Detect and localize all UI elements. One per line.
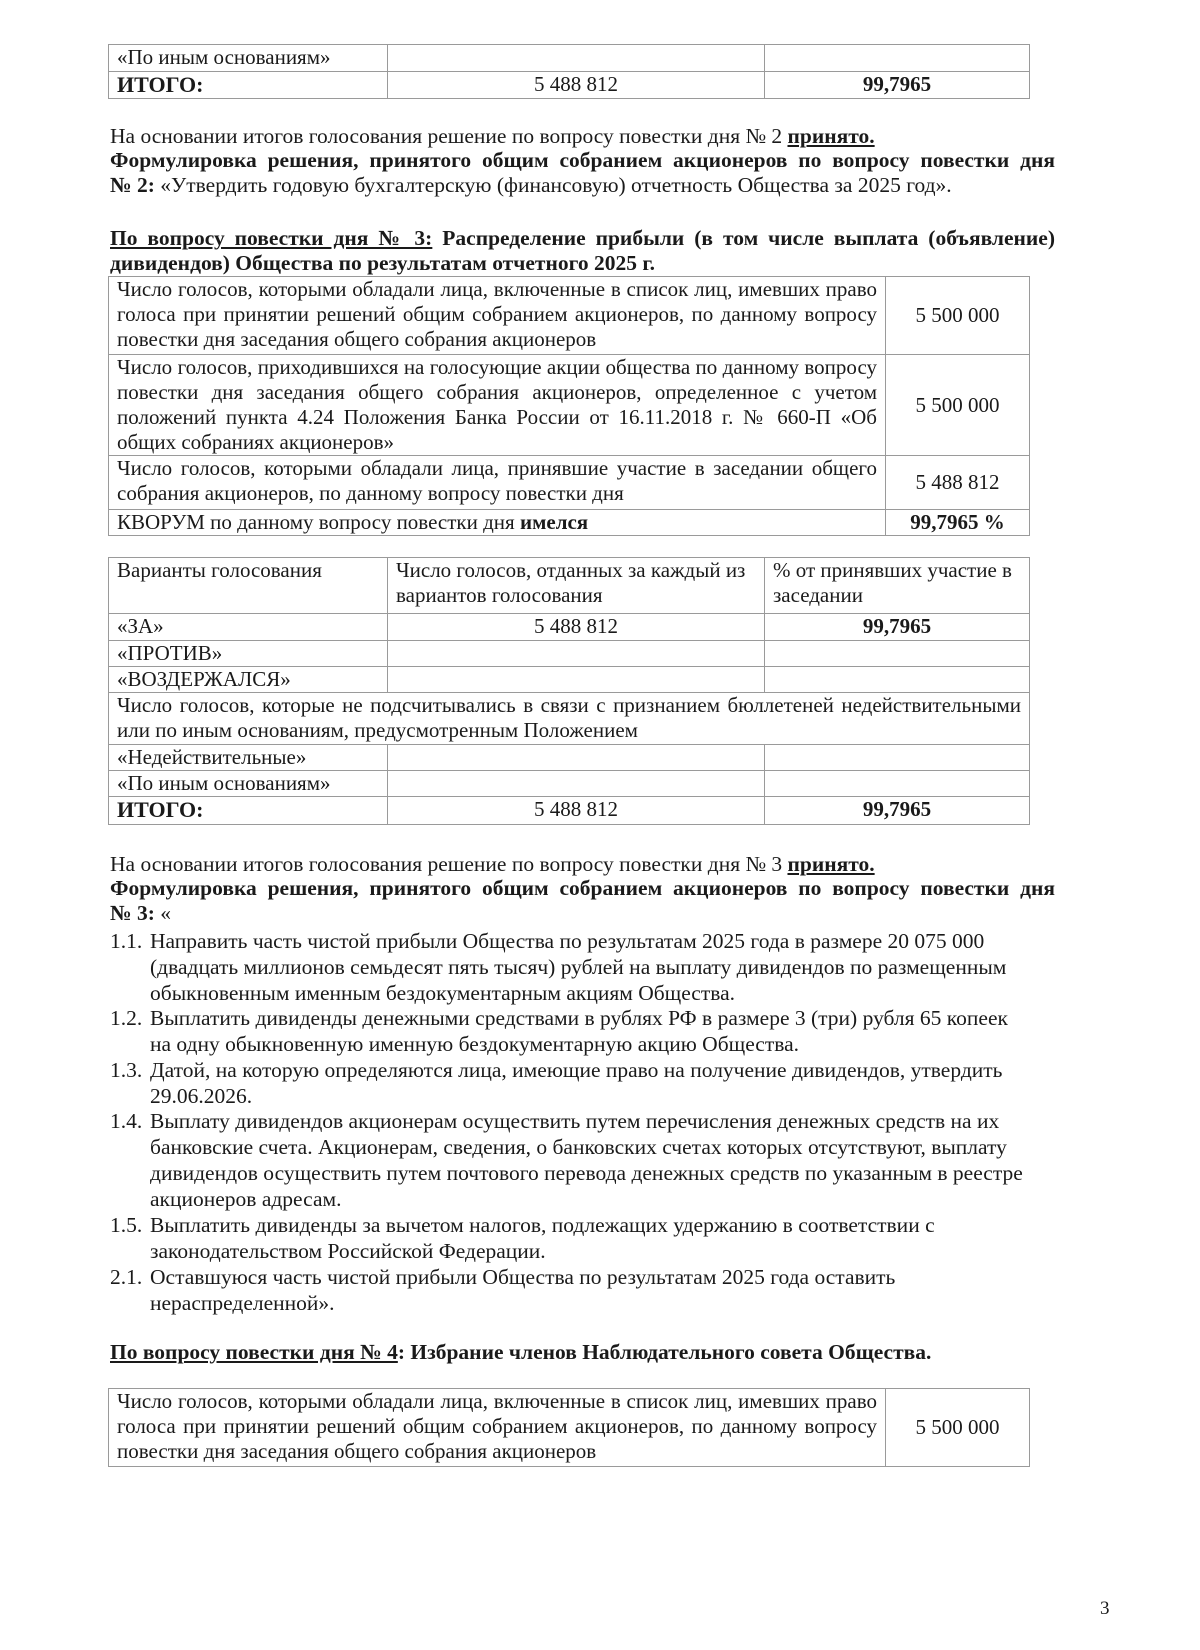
q3-formulation: Формулировка решения, принятого общим собранием акционеров по вопросу повестки дня № 3: « [110,876,1055,925]
q3-quorum-row-value: 5 500 000 [886,277,1030,355]
q2-result: На основании итогов голосования решение по вопросу повестки дня № 2 принято. [110,124,875,148]
header-percent: % от принявших участие в заседании [765,558,1030,614]
q4-quorum-row-text: Число голосов, которыми обладали лица, включенные в список лиц, имевших право голоса при принятии решений общим собранием акционеров, по данному вопросу повестки дня заседания общего собрания акционеров [109,1389,886,1467]
q4-heading: По вопросу повестки дня № 4: Избрание членов Наблюдательного совета Общества. [110,1340,932,1364]
total-percent: 99,7965 [765,72,1030,99]
q2-votes-table-tail [108,44,1030,99]
header-options: Варианты голосования [109,558,388,614]
total-label: ИТОГО: [109,797,388,825]
q3-quorum-row-text: Число голосов, которыми обладали лица, включенные в список лиц, имевших право голоса при принятии решений общим собранием акционеров, по данному вопросу повестки дня заседания общего собрания акционеров [109,277,886,355]
total-percent: 99,7965 [765,797,1030,825]
q3-quorum-row-value: 5 488 812 [886,456,1030,510]
document-page: «По иным основаниям» ИТОГО: 5 488 812 99,7965 На основании итогов голосования решение по вопросу повестки дня № 2 принято. Формулировка решения, принятого общим собранием акционеров по вопросу повестки дня № 2: «Утвердить годовую бухгалтерскую (финансовую) отчетность Общества за 2025 год». По вопросу повестки дня № 3: Распределение прибыли (в том числе выплата (объявление) дивидендов) Общества по результатам отчетного 2025 г. Число голосов, которыми обладали лица, включенные в список лиц, имевших право голоса при принятии решений общим собранием акционеров, по данному вопросу повестки дня заседания общего собрания акционеров 5 500 000 Число голосов, приходившихся на голосующие акции общества по данному вопросу повестки дня заседания общего собрания акционеров, определенное с учетом положений пункта 4.24 Положения Банка России от 16.11.2018 г. № 660-П «Об общих собраниях акционеров» 5 500 000 Число голосов, которыми обладали лица, принявшие участие в заседании общего собрания акционеров, по данному вопросу повестки дня 5 488 812 КВОРУМ по данному вопросу повестки дня имелся 99,7965 % Варианты голосования Число голосов, отданных за каждый из вариантов голосования % от принявших участие в заседании «ЗА» 5 488 812 99,7965 «ПРОТИВ» «ВОЗДЕРЖАЛСЯ» Число голосов, которые не подсчитывались в связи с признанием бюллетеней недействительными или по иным основаниям, предусмотренным Положением «Недействительные» «По иным основаниям» ИТОГО: 5 488 812 99,7965 На основании итогов голосования решение по вопросу повестки дня № 3 принято. Формулировка решения, принятого общим собранием акционеров по вопросу повестки дня № 3: « 1.1. Направить часть чистой прибыли Общества по результатам 2025 года в размере 20 075 000 (двадцать миллионов семьдесят пять тысяч) рублей на выплату дивидендов по размещенным обыкновенным именным бездокументарным акциям Общества. 1.2. Выплатить дивиденды денежными средствами в рублях РФ в размере 3 (три) рубля 65 копеек на одну обыкновенную именную бездокументарную акцию Общества. 1.3. Датой, на которую определяются лица, имеющие право на получение дивидендов, утвердить 29.06.2026. 1.4. Выплату дивидендов акционерам осуществить путем перечисления денежных средств на их банковские счета. Акционерам, сведения, о банковских счетах которых отсутствуют, выплату дивидендов осуществить путем почтового перевода денежных средств по указанным в реестре акционеров адресам. 1.5. Выплатить дивиденды за вычетом налогов, подлежащих удержанию в соответствии с законодательством Российской Федерации. 2.1. Оставшуюся часть чистой прибыли Общества по результатам 2025 года оставить нераспределенной». По вопросу повестки дня № 4: Избрание членов Наблюдательного совета Общества. Число голосов, которыми обладали лица, включенные в список лиц, имевших право голоса при принятии решений общим собранием акционеров, по данному вопросу повестки дня заседания общего собрания акционеров 5 500 000 3 [110,45,1110,1619]
total-label: ИТОГО: [109,72,388,99]
abstain-label: «ВОЗДЕРЖАЛСЯ» [109,667,388,693]
q3-quorum-status: КВОРУМ по данному вопросу повестки дня имелся [109,510,886,536]
header-votes: Число голосов, отданных за каждый из вариантов голосования [388,558,765,614]
invalid-label: «Недействительные» [109,745,388,771]
q3-quorum-row-text: Число голосов, которыми обладали лица, принявшие участие в заседании общего собрания акционеров, по данному вопросу повестки дня [109,456,886,510]
other-grounds-label: «По иным основаниям» [109,45,388,72]
q4-quorum-row-value: 5 500 000 [886,1389,1030,1467]
total-votes: 5 488 812 [388,72,765,99]
for-votes: 5 488 812 [388,614,765,641]
page-number: 3 [1100,1598,1110,1619]
not-counted-label: Число голосов, которые не подсчитывались в связи с признанием бюллетеней недействительными или по иным основаниям, предусмотренным Положением [109,693,1030,745]
q3-quorum-table [108,276,1030,536]
q3-quorum-row-text: Число голосов, приходившихся на голосующие акции общества по данному вопросу повестки дня заседания общего собрания акционеров, определенное с учетом положений пункта 4.24 Положения Банка России от 16.11.2018 г. № 660-П «Об общих собраниях акционеров» [109,355,886,456]
q3-result: На основании итогов голосования решение по вопросу повестки дня № 3 принято. [110,852,875,876]
against-label: «ПРОТИВ» [109,641,388,667]
total-votes: 5 488 812 [388,797,765,825]
q3-quorum-row-value: 5 500 000 [886,355,1030,456]
q4-quorum-table [108,1388,1030,1467]
q2-formulation: Формулировка решения, принятого общим собранием акционеров по вопросу повестки дня № 2: «Утвердить годовую бухгалтерскую (финансовую) отчетность Общества за 2025 год». [110,148,1055,197]
q3-status: принято. [787,852,875,876]
for-percent: 99,7965 [765,614,1030,641]
q3-heading: По вопросу повестки дня № 3: Распределение прибыли (в том числе выплата (объявление) дивидендов) Общества по результатам отчетного 2025 г. [110,226,1055,275]
other-grounds-label: «По иным основаниям» [109,771,388,797]
q2-status: принято. [787,124,875,148]
q3-quorum-value: 99,7965 % [886,510,1030,536]
for-label: «ЗА» [109,614,388,641]
q3-votes-table [108,557,1030,825]
